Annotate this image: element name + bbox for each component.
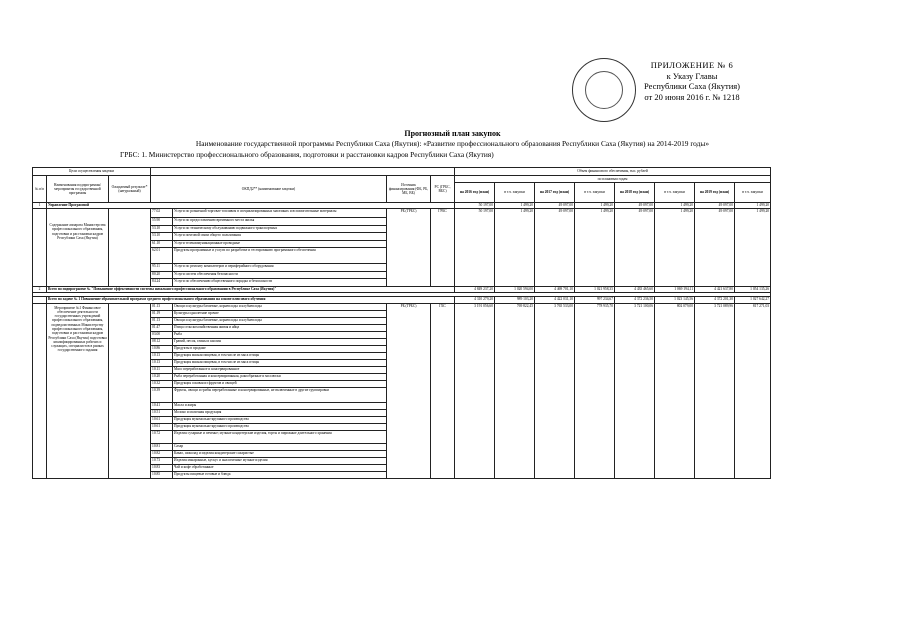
- okpd-code: 10.86: [151, 345, 173, 352]
- total-value: 4 422 031,10: [535, 297, 575, 304]
- grbs-code: ГРБС: [431, 209, 455, 287]
- total-value: 1 023 145,56: [655, 297, 695, 304]
- okpd-code: 62.01: [151, 248, 173, 264]
- okpd-name: Продукция соковая из фруктов и овощей: [173, 380, 387, 387]
- plan-value: 817 271,03: [735, 303, 771, 478]
- appendix-line-2: к Указу Главы: [666, 70, 718, 81]
- row1-name: Управление Программой: [47, 203, 455, 209]
- grbs-line: ГРБС: 1. Министерство профессионального образования, подготовки и расстановки кадров Республики Саха (Якутия): [120, 150, 494, 159]
- okpd-code: 95.11: [151, 264, 173, 272]
- okpd-name: Овощи и культуры бахчевые, корнеплоды и клубнеплоды: [173, 303, 387, 310]
- total-value: 1 054 135,26: [735, 286, 771, 293]
- document-title: Прогнозный план закупок: [404, 129, 501, 138]
- row1-v7: 1 499,20: [735, 203, 771, 209]
- header-2017-smp: в т.ч. закупки: [575, 183, 615, 203]
- plan-value: 3 191 056,60: [455, 303, 495, 478]
- okpd-code: 77.02: [151, 209, 173, 218]
- total-value: 997 234,67: [575, 297, 615, 304]
- okpd-code: 61.10: [151, 240, 173, 248]
- total-value: 4 421 637,80: [695, 286, 735, 293]
- row1-v5: 1 499,20: [655, 203, 695, 209]
- okpd-code: 10.13: [151, 359, 173, 366]
- financing-source: РБ (ГРБС): [387, 209, 431, 287]
- okpd-name: Молоко и молочная продукция: [173, 409, 387, 416]
- okpd-name: Рыба переработанная и консервированная, ракообразные и моллюски: [173, 373, 387, 380]
- okpd-name: Чай и кофе обработанные: [173, 464, 387, 471]
- row1-v0: 50 197,00: [455, 203, 495, 209]
- total-value: 4 469 701,10: [535, 286, 575, 293]
- header-2019: на 2019 год (план): [695, 183, 735, 203]
- total-value: 1 069 194,11: [655, 286, 695, 293]
- plan-value: 50 197,00: [455, 209, 495, 287]
- plan-value: 49 097,00: [535, 209, 575, 287]
- okpd-code: 03.00: [151, 331, 173, 338]
- header-2018-smp: в т.ч. закупки: [655, 183, 695, 203]
- grbs-code: ГБС: [431, 303, 455, 478]
- header-plan-years: по плановым годам: [455, 176, 771, 183]
- row1-v2: 49 097,00: [535, 203, 575, 209]
- plan-value: 3 765 533,00: [535, 303, 575, 478]
- total-row-name: Всего по подпрограмме № "Повышение эффективности системы начального профессионального образования в Республике Саха (Якутия)": [47, 286, 455, 293]
- okpd-code: 84.24: [151, 279, 173, 287]
- header-source: Источник финансирования (ФБ, РБ, МБ, ВБ): [387, 176, 431, 203]
- okpd-name: Услуги по обеспечению общественного порядка и безопасности: [173, 279, 387, 287]
- okpd-code: 10.83: [151, 464, 173, 471]
- okpd-code: 55.90: [151, 218, 173, 226]
- okpd-code: 53.10: [151, 225, 173, 233]
- appendix-line-4: от 20 июня 2016 г. № 1218: [644, 91, 740, 102]
- row1-v4: 49 097,00: [615, 203, 655, 209]
- plan-value: 802 079,00: [655, 303, 695, 478]
- okpd-code: 10.81: [151, 443, 173, 450]
- okpd-name: Услуги почтовой связи общего пользования: [173, 233, 387, 241]
- okpd-code: 01.47: [151, 324, 173, 331]
- okpd-name: Культуры однолетние прочие: [173, 310, 387, 317]
- okpd-name: Овощи и культуры бахчевые, корнеплоды и клубнеплоды: [173, 317, 387, 324]
- total-value: 4 372 236,50: [615, 297, 655, 304]
- plan-value: 1 499,20: [575, 209, 615, 287]
- okpd-code: 01.19: [151, 310, 173, 317]
- row1-v6: 49 097,00: [695, 203, 735, 209]
- okpd-row: [33, 303, 771, 310]
- okpd-code: 10.20: [151, 373, 173, 380]
- row1-v3: 1 499,20: [575, 203, 615, 209]
- okpd-name: Продукты пищевые готовые и блюда: [173, 471, 387, 478]
- header-financing: Объем финансового обеспечения, тыс. рублей: [455, 168, 771, 176]
- okpd-name: Фрукты, овощи и грибы переработанные и консервированные, не включенные в другие группировки: [173, 387, 387, 402]
- header-result: Ожидаемый результат* (натуральный): [109, 176, 151, 203]
- okpd-name: Рыба: [173, 331, 387, 338]
- okpd-name: Продукция мясная пищевая, в том числе из мяса птицы: [173, 352, 387, 359]
- appendix-line-1: ПРИЛОЖЕНИЕ № 6: [650, 60, 734, 70]
- header-okpd: ОКПД2** (наименование закупки): [151, 176, 387, 203]
- plan-value: 1 499,20: [655, 209, 695, 287]
- okpd-name: Услуги телекоммуникационные проводные: [173, 240, 387, 248]
- okpd-name: Продукция мукомольно-крупяного производства: [173, 423, 387, 430]
- total-value: 4 310 279,20: [455, 297, 495, 304]
- procurement-plan-table: [32, 167, 771, 479]
- header-grbs: РС (ГРБС, ВБС): [431, 176, 455, 203]
- okpd-code: 10.61: [151, 423, 173, 430]
- okpd-code: 10.82: [151, 450, 173, 457]
- okpd-code: 10.85: [151, 471, 173, 478]
- okpd-name: Какао, шоколад и изделия кондитерские сахаристые: [173, 450, 387, 457]
- total-row-name: Всего по задаче № 1 Повышение образовательной программ среднего профессионального образования на основе плюсового обучения: [47, 297, 455, 304]
- okpd-name: Изделия макаронные, кускус и аналогичные мучные изделия: [173, 457, 387, 464]
- total-value: 1 021 958,35: [575, 286, 615, 293]
- appendix-line-3: Республики Саха (Якутия): [643, 81, 740, 91]
- program-name: Наименование государственной программы Республики Саха (Якутия): «Развитие профессионального образования Республики Саха (Якутия) на 2014-2019 годы»: [195, 139, 710, 148]
- okpd-row: [33, 209, 771, 218]
- okpd-name: Масла и жиры: [173, 402, 387, 409]
- okpd-name: Продукция мясная пищевая, в том числе из мяса птицы: [173, 359, 387, 366]
- okpd-code: 10.61: [151, 416, 173, 423]
- total-value: 1 020 594,00: [495, 286, 535, 293]
- header-program: Наименования подпрограммы/ мероприятия государственной программы: [47, 176, 109, 203]
- okpd-name: Услуги по предоставлению временного места жилья: [173, 218, 387, 226]
- okpd-code: 10.73: [151, 457, 173, 464]
- header-2019-smp: в т.ч. закупки: [735, 183, 771, 203]
- okpd-name: Изделия сухарные и печенье; мучные кондитерские изделия, торты и пирожные длительного хранения: [173, 430, 387, 443]
- okpd-name: Продукты программные и услуги по разработке и тестированию программного обеспечения: [173, 248, 387, 264]
- row1-v1: 1 499,20: [495, 203, 535, 209]
- total-value: 4 435 465,60: [615, 286, 655, 293]
- okpd-name: Услуги систем обеспечения безопасности: [173, 271, 387, 279]
- header-2018: на 2018 год (план): [615, 183, 655, 203]
- plan-value: 1 499,20: [735, 209, 771, 287]
- okpd-code: 10.51: [151, 409, 173, 416]
- row1-num: 1: [33, 203, 47, 209]
- header-2017: на 2017 год (план): [535, 183, 575, 203]
- okpd-code: 10.13: [151, 352, 173, 359]
- program-measure-text: Содержание аппарата Министерства профессионального образования, подготовки и расстановки кадров Республики Саха (Якутия): [47, 209, 109, 287]
- total-value: 989 103,20: [495, 297, 535, 304]
- appendix-block: [612, 60, 772, 102]
- okpd-name: Птица сельскохозяйственная живая и яйца: [173, 324, 387, 331]
- header-2016: на 2016 год (план): [455, 183, 495, 203]
- okpd-name: Сахар: [173, 443, 387, 450]
- okpd-name: Продукция мукомольно-крупяного производства: [173, 416, 387, 423]
- okpd-code: 10.72: [151, 430, 173, 443]
- okpd-name: Гравий, песок, глины и каолин: [173, 338, 387, 345]
- total-value: 4 849 237,20: [455, 286, 495, 293]
- okpd-code: 08.12: [151, 338, 173, 345]
- okpd-name: Услуги по техническому обслуживанию подвижного транспортных: [173, 225, 387, 233]
- okpd-name: Мясо переработанное и консервированное: [173, 366, 387, 373]
- okpd-code: 10.11: [151, 366, 173, 373]
- okpd-code: 10.41: [151, 402, 173, 409]
- total-value: 1 027 642,27: [735, 297, 771, 304]
- plan-value: 3 721 100,06: [615, 303, 655, 478]
- okpd-code: 10.39: [151, 387, 173, 402]
- okpd-code: 10.32: [151, 380, 173, 387]
- total-value: 4 372 201,30: [695, 297, 735, 304]
- header-2016-smp: в т.ч. закупки: [495, 183, 535, 203]
- program-measure-text: Мероприятие №1 Финансовое обеспечение деятельности государственных учреждений профессионального образования, подведомственных Министерству профессионального образования, подготовки и расстановки кадров Республики Саха (Якутия) подготовка квалифицированных рабочих и служащих, специалистов в рамках государственного задания: [47, 303, 109, 478]
- plan-value: 3 721 089,96: [695, 303, 735, 478]
- okpd-name: Услуги по розничной торговле топливом в специализированных магазинах и вспомогательные материалы: [173, 209, 387, 218]
- total-row-num: 2: [33, 286, 47, 293]
- plan-value: 1 499,20: [495, 209, 535, 287]
- plan-value: 49 097,00: [615, 209, 655, 287]
- okpd-name: Продукты в продаже: [173, 345, 387, 352]
- okpd-code: 53.10: [151, 233, 173, 241]
- okpd-code: 01.13: [151, 317, 173, 324]
- okpd-code: 80.20: [151, 271, 173, 279]
- header-goals: Цели осуществления закупки: [33, 168, 151, 176]
- plan-value: 769 822,45: [495, 303, 535, 478]
- okpd-code: 01.13: [151, 303, 173, 310]
- header-num: № п/п: [33, 176, 47, 203]
- okpd-name: Услуги по ремонту компьютеров и периферийного оборудования: [173, 264, 387, 272]
- plan-value: 49 097,00: [695, 209, 735, 287]
- plan-value: 778 935,70: [575, 303, 615, 478]
- financing-source: РБ (ГРБС): [387, 303, 431, 478]
